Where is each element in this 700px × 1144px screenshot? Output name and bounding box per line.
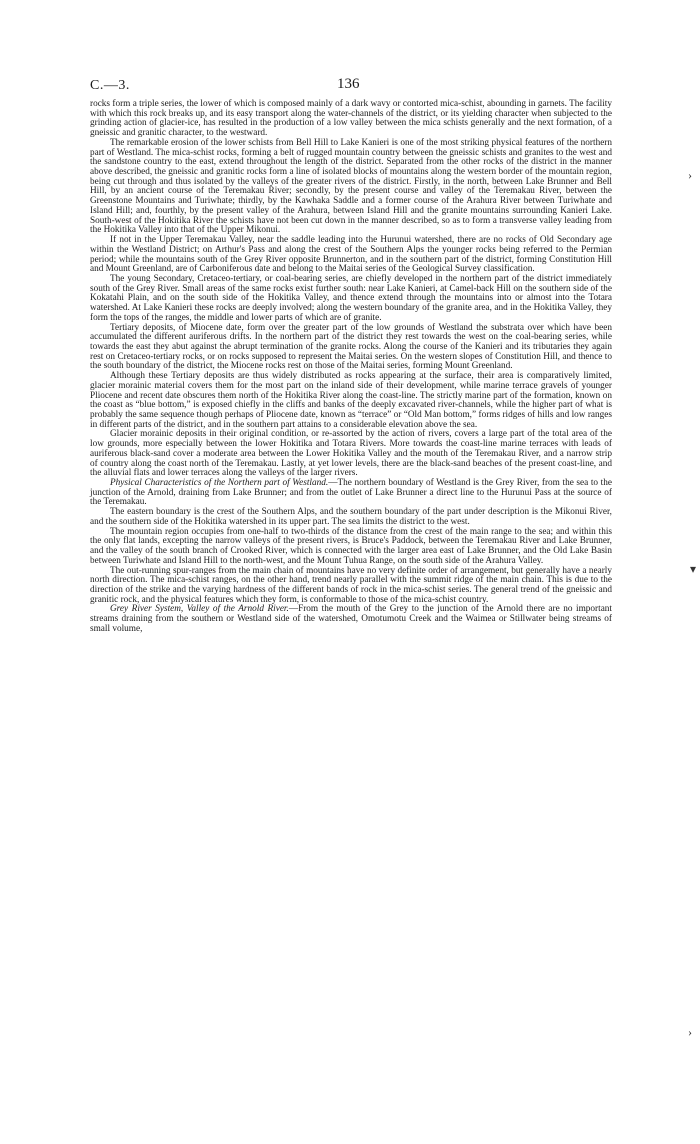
paragraph-text: The eastern boundary is the crest of the Southern Alps, and the southern boundary of the part under description is the Mikonui River, and the southern side of the Hokitika watershed in its upper part. The sea limits the district to the west.	[90, 507, 612, 527]
paragraph-text: The remarkable erosion of the lower schists from Bell Hill to Lake Kanieri is one of the most striking physical features of the northern part of Westland. The mica-schist rocks, forming a belt of rugged mountain country between the gneissic schists and granites to the west and the sandstone country to the east, extend throughout the length of the district. Separated from the other rocks of the district in the manner above described, the gneissic and granitic rocks form a line of isolated blocks of mountains along the western border of the mountain region, being cut through and thus isolated by the valleys of the greater rivers of the district. Firstly, in the north, between Lake Brunner and Bell Hill, by an ancient course of the Teremakau River; secondly, by the present course and valley of the Teremakau River, between the Greenstone Mountains and Turiwhate; thirdly, by the Kawhaka Saddle and a former course of the Arahura River between Turiwhate and Island Hill; and, fourthly, by the present valley of the Arahura, between Island Hill and the granite mountains surrounding Kanieri Lake. South-west of the Hokitika River the schists have not been cut down in the manner described, so as to form a transverse valley leading from the Hokitika Valley into that of the Upper Mikonui.	[90, 137, 612, 236]
paragraph	[90, 508, 612, 527]
margin-mark: ›	[688, 168, 692, 182]
paragraph	[90, 372, 612, 430]
paragraph	[90, 605, 612, 634]
document-body	[90, 100, 612, 635]
paragraph-text: —From the mouth of the Grey to the junction of the Arnold there are no important streams draining from the southern or Westland side of the watershed, Omotumotu Creek and the Waimea or Stillwater being streams of small volume,	[90, 604, 612, 634]
paragraph	[90, 479, 612, 508]
document-reference: C.—3.	[90, 78, 130, 93]
paragraph	[90, 430, 612, 479]
page-header	[90, 78, 610, 98]
paragraph-text: Tertiary deposits, of Miocene date, form over the greater part of the low grounds of Westland the substrata over which have been accumulated the different auriferous drifts. In the northern part of the district they rest towards the west on the coal-bearing series, while towards the east they abut against the abrupt termination of the granite rocks. Along the course of the Kanieri and its tributaries they again rest on Cretaceo-tertiary rocks, or on rocks supposed to represent the Maitai series. On the western slopes of Constitution Hill, and thence to the south boundary of the district, the Miocene rocks rest on those of the Maitai series, forming Mount Greenland.	[90, 322, 612, 372]
margin-mark: ›	[688, 1025, 692, 1039]
paragraph-text: —The northern boundary of Westland is the Grey River, from the sea to the junction of the Arnold, draining from Lake Brunner; and from the outlet of Lake Brunner a direct line to the Hurunui Pass at the source of the Teremakau.	[90, 478, 612, 508]
paragraph-text: If not in the Upper Teremakau Valley, near the saddle leading into the Hurunui watershed, there are no rocks of Old Secondary age within the Westland District; on Arthur's Pass and along the crest of the Southern Alps the younger rocks being referred to the Permian period; while the mountains south of the Grey River opposite Brunnerton, and in the southern part of the district, forming Constitution Hill and Mount Greenland, are of Carboniferous date and belong to the Maitai series of the Geological Survey classification.	[90, 235, 612, 275]
paragraph-text: The mountain region occupies from one-half to two-thirds of the distance from the crest of the main range to the sea; and within this the only flat lands, excepting the narrow valleys of the present rivers, is Bruce's Paddock, between the Teremakau River and Lake Brunner, and the valley of the south branch of Crooked River, which is connected with the larger area east of Lake Brunner, and the Old Lake Basin between Turiwhate and Island Hill to the north-west, and the Mount Tuhua Range, on the south side of the Arahura Valley.	[90, 526, 612, 566]
paragraph-text: Glacier morainic deposits in their original condition, or re-assorted by the action of rivers, covers a large part of the total area of the low grounds, more especially between the lower Hokitika and Totara Rivers. More towards the coast-line marine terraces with leads of auriferous black-sand cover a moderate area between the Lower Hokitika Valley and the mouth of the Teremakau River, and a narrow strip of country along the coast north of the Teremakau. Lastly, at yet lower levels, there are the black-sand beaches of the present coast-line, and the alluvial flats and lower terraces along the valleys of the larger rivers.	[90, 429, 612, 479]
paragraph	[90, 324, 612, 373]
section-heading: Physical Characteristics of the Northern part of Westland.	[110, 478, 329, 489]
paragraph	[90, 275, 612, 324]
paragraph	[90, 100, 612, 139]
paragraph-text: Although these Tertiary deposits are thus widely distributed as rocks appearing at the surface, their area is comparatively limited, glacier morainic material covers them for the most part on the inland side of their development, while marine terrace gravels of younger Pliocene and recent date obscures them north of the Hokitika River along the coast-line. The strictly marine part of the formation, known on the coast as “blue bottom,” is exposed chiefly in the cliffs and banks of the deeply excavated river-channels, while the higher part of what is probably the same sequence though perhaps of Pliocene date, known as “terrace” or “Old Man bottom,” forms ridges of hills and low ranges in different parts of the district, and in the southern part attains to a considerable elevation above the sea.	[90, 371, 612, 430]
paragraph-text: rocks form a triple series, the lower of which is composed mainly of a dark wavy or contorted mica-schist, abounding in garnets. The facility with which this rock breaks up, and its easy transport along the water-channels of the district, or its yielding character when subjected to the grinding action of glacier-ice, has resulted in the production of a low valley between the mica schists generally and the next formation, of a gneissic and granitic character, to the westward.	[90, 99, 612, 139]
paragraph	[90, 567, 612, 606]
paragraph	[90, 236, 612, 275]
section-heading: Grey River System, Valley of the Arnold River.	[110, 604, 289, 615]
margin-mark: ▾	[690, 562, 697, 576]
page-number: 136	[337, 76, 360, 92]
paragraph	[90, 528, 612, 567]
paragraph	[90, 139, 612, 236]
paragraph-text: The young Secondary, Cretaceo-tertiary, or coal-bearing series, are chiefly developed in the northern part of the district immediately south of the Grey River. Small areas of the same rocks exist further south: near Lake Kanieri, at Camel-back Hill on the southern side of the Kokatahi Plain, and on the south side of the Hokitika Valley, and thence extend through the mountains into or almost into the Totara watershed. At Lake Kanieri these rocks are deeply involved; along the western boundary of the granite area, and in the Hokitika Valley, they form the tops of the ranges, the middle and lower parts of which are of granite.	[90, 273, 612, 323]
paragraph-text: The out-running spur-ranges from the main chain of mountains have no very definite order of arrangement, but generally have a nearly north direction. The mica-schist ranges, on the other hand, trend nearly parallel with the summit ridge of the main chain. This is due to the direction of the strike and the varying hardness of the different bands of rock in the mica-schist series. The general trend of the gneissic and granitic rock, and the physical features which they form, is conformable to those of the mica-schist country.	[90, 565, 612, 605]
